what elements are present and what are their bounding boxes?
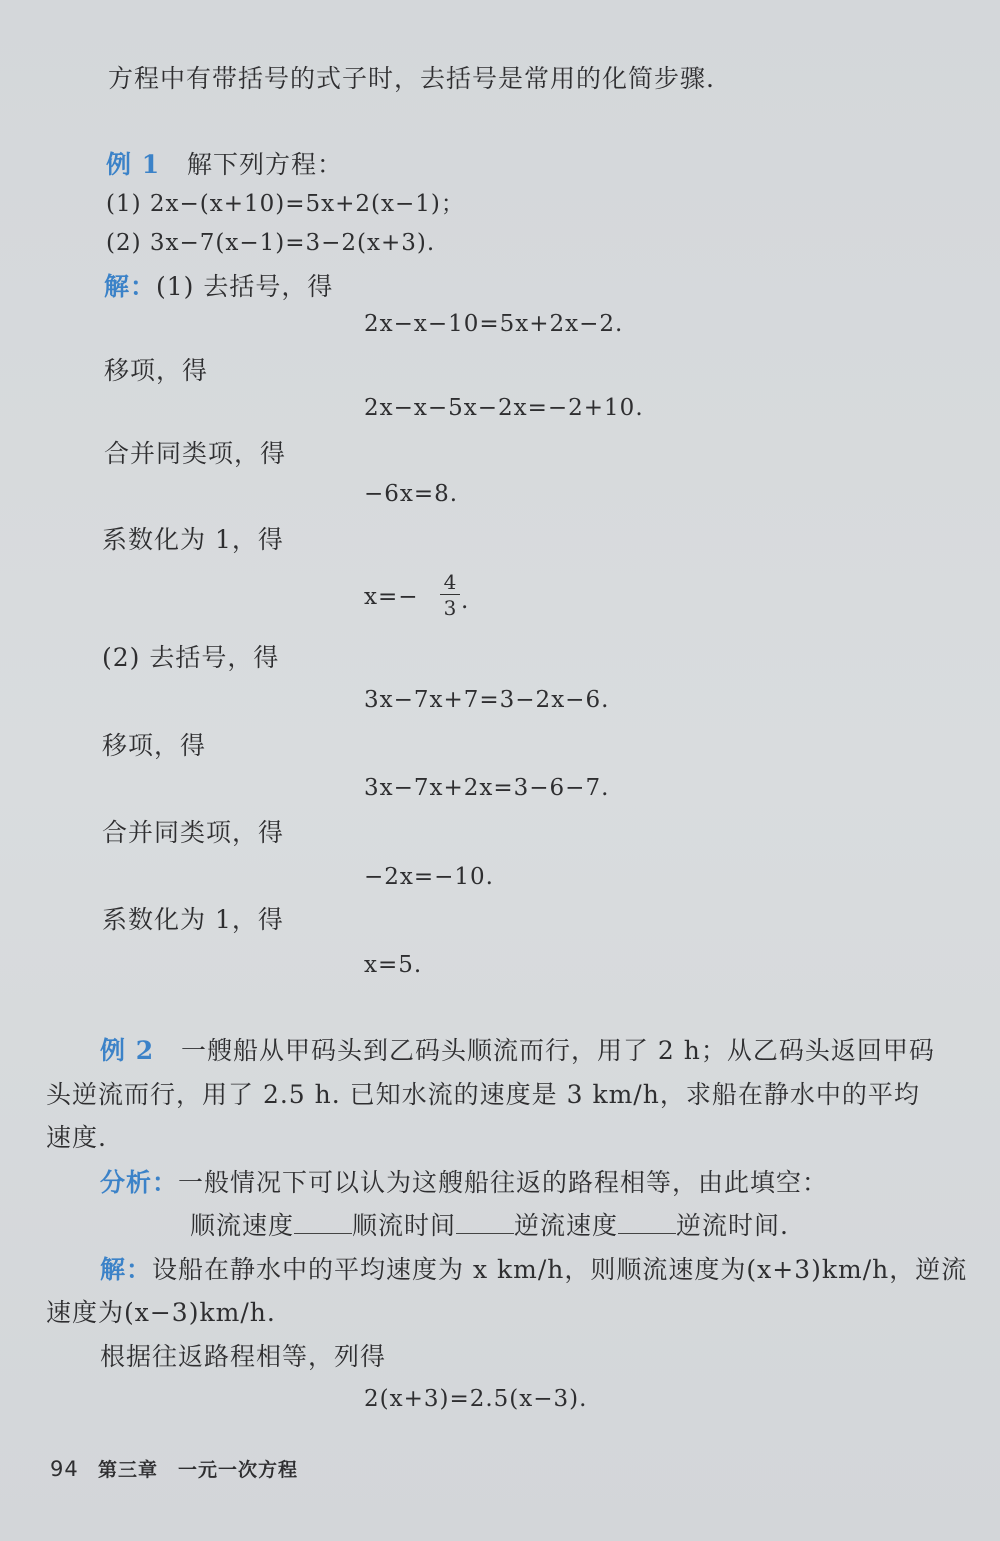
part2-eq4: x=5.: [364, 952, 423, 978]
intro-text: 方程中有带括号的式子时，去括号是常用的化简步骤.: [108, 64, 715, 93]
fraction-numerator: 4: [440, 570, 460, 595]
part2-step4: 系数化为 1，得: [102, 905, 284, 934]
example2-sol-eq: 2(x+3)=2.5(x−3).: [364, 1386, 588, 1412]
page-number: 94: [50, 1457, 79, 1481]
fill-b: 顺流时间: [352, 1211, 457, 1240]
part1-eq4-lhs: x=−: [364, 584, 419, 610]
example2-text-2: 头逆流而行，用了 2.5 h. 已知水流的速度是 3 km/h，求船在静水中的平均: [46, 1080, 920, 1109]
part1-step2: 移项，得: [104, 356, 209, 385]
part2-step1: (2) 去括号，得: [102, 643, 280, 672]
fraction-four-thirds: [440, 570, 460, 621]
example2-solution-line1: [100, 1257, 967, 1282]
part2-eq3: −2x=−10.: [364, 864, 494, 890]
example1-prompt: 解下列方程：: [186, 150, 343, 179]
chapter-title: 第三章 一元一次方程: [98, 1459, 299, 1481]
blank-1[interactable]: [294, 1213, 352, 1234]
part1-step4: 系数化为 1，得: [102, 525, 284, 554]
part2-eq2: 3x−7x+2x=3−6−7.: [364, 775, 610, 801]
part1-eq1: 2x−x−10=5x+2x−2.: [364, 311, 624, 337]
part1-step1: (1) 去括号，得: [156, 272, 334, 301]
blank-3[interactable]: [618, 1213, 676, 1234]
example1-heading: [106, 152, 343, 177]
example2-sol-1: 设船在静水中的平均速度为 x km/h，则顺流速度为(x+3)km/h，逆流: [152, 1255, 968, 1284]
part2-step3: 合并同类项，得: [102, 818, 285, 847]
example2-text-1: 一艘船从甲码头到乙码头顺流而行，用了 2 h；从乙码头返回甲码: [180, 1036, 935, 1065]
example2-line1: [100, 1038, 935, 1063]
example2-solution-label: 解：: [100, 1255, 153, 1284]
part1-eq4-end: .: [461, 588, 470, 614]
example2-sol-3: 根据往返路程相等，列得: [100, 1342, 387, 1371]
fill-d: 逆流时间.: [676, 1211, 789, 1240]
example1-problem-1: (1) 2x−(x+10)=5x+2(x−1)；: [106, 191, 465, 217]
analysis-line: [100, 1170, 828, 1195]
blank-2[interactable]: [456, 1213, 514, 1234]
analysis-label: 分析：: [100, 1168, 179, 1197]
fill-c: 逆流速度: [514, 1211, 619, 1240]
example2-label: 例 2: [100, 1036, 155, 1065]
example2-text-3: 速度.: [46, 1123, 107, 1152]
part2-step2: 移项，得: [102, 731, 207, 760]
example2-sol-2: 速度为(x−3)km/h.: [46, 1298, 276, 1327]
example1-problem-2: (2) 3x−7(x−1)=3−2(x+3).: [106, 230, 436, 256]
part1-step3: 合并同类项，得: [104, 439, 287, 468]
fill-blank-line: [190, 1213, 789, 1238]
solution-label: 解：: [104, 272, 157, 301]
fill-a: 顺流速度: [190, 1211, 295, 1240]
part1-eq3: −6x=8.: [364, 481, 459, 507]
example1-label: 例 1: [106, 150, 161, 179]
example1-solution-start: [104, 274, 333, 299]
analysis-text: 一般情况下可以认为这艘船往返的路程相等，由此填空：: [178, 1168, 829, 1197]
part1-eq2: 2x−x−5x−2x=−2+10.: [364, 395, 644, 421]
part2-eq1: 3x−7x+7=3−2x−6.: [364, 687, 610, 713]
fraction-denominator: 3: [443, 596, 457, 620]
